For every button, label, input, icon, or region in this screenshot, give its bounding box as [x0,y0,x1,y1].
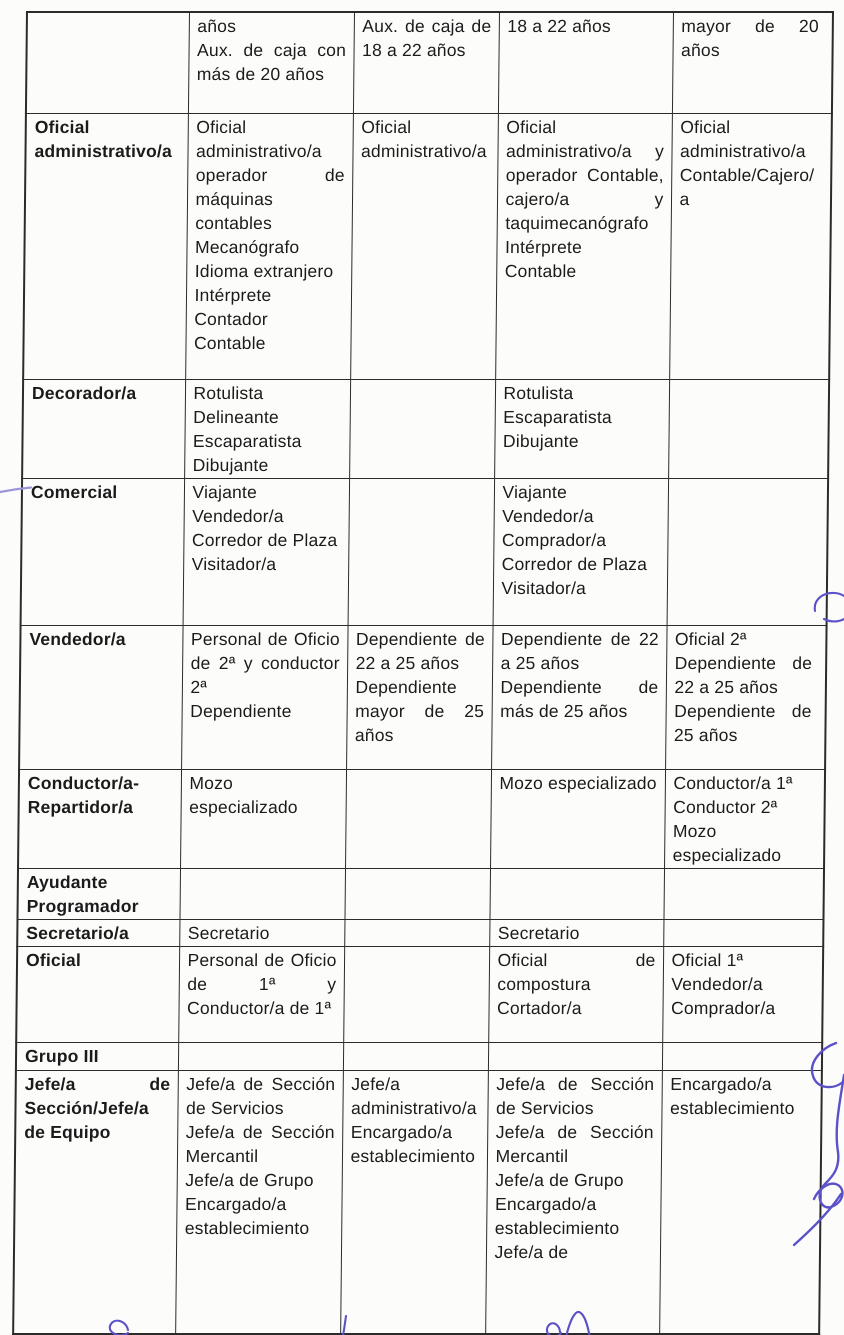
cell-text: Corredor de Plaza [191,529,338,550]
cell-text: Oficial administrativo/a y operador Contable, cajero/a y taquimecanógrafo [505,116,665,233]
cell-text: Escaparatista [503,406,612,427]
cell-text: Dibujante [502,430,579,451]
table-skew-wrap [12,11,834,1335]
cell-text: Jefe/a administrativo/a [350,1073,477,1118]
cell-text: Jefe/a de Sección Mercantil [185,1121,335,1166]
cell-text: Jefe/a de [494,1241,569,1262]
table-cell [184,379,350,478]
cell-text: Aux. de caja de 18 a 22 años [361,16,492,60]
cell-text: Personal de Oficio de 2ª y conductor 2ª [190,628,341,697]
table-cell [180,769,346,868]
cell-text: Oficial administrativo/a [360,116,487,161]
table-cell [485,1070,662,1334]
cell-text: Dependiente de más de 25 años [500,676,659,721]
cell-text: Dibujante [192,454,269,475]
table-cell [353,12,499,113]
table-row [16,946,823,1042]
category-cell [18,769,181,868]
cell-text: Secretario [497,922,580,943]
cell-text: Grupo III [24,1045,99,1066]
cell-text: Dependiente de 25 años [673,700,812,745]
table-row [23,113,832,379]
cell-text: Jefe/a de Grupo [495,1169,624,1190]
category-cell [23,113,188,379]
cell-text: Dependiente de 22 a 25 años [674,652,813,697]
cell-text: Visitador/a [501,577,587,598]
cell-text: Decorador/a [31,382,137,403]
cell-text: Vendedor/a [502,505,594,526]
cell-text: Oficial administrativo/a [34,116,173,161]
cell-text: Encargado/a establecimiento [184,1193,310,1238]
cell-text: Mozo especializado [672,820,782,865]
cell-text: Contable [504,260,577,281]
cell-text: Mozo especializado [499,772,657,793]
table-cell [350,113,498,379]
cell-text: Dependiente de 22 a 25 años [355,628,486,673]
table-cell [343,946,489,1042]
table-cell [662,946,823,1042]
cell-text: Ayudante Programador [26,871,139,916]
cell-text: Oficial 1ª [671,949,744,970]
cell-text: Oficial [25,949,82,970]
table-row [26,12,833,113]
cell-text: mayor de 20 años [680,16,819,60]
cell-text: Encargado/a establecimiento [669,1073,795,1118]
cell-text: Dependiente [190,700,292,721]
table-cell [344,868,490,919]
table-cell [488,1042,662,1070]
table-cell [669,113,832,379]
cell-text: Corredor de Plaza [501,553,648,574]
category-cell [17,868,180,919]
table-cell [672,12,833,113]
table-cell [665,625,827,769]
table-row [19,625,827,769]
table-cell [667,478,829,625]
cell-text: Jefe/a de Sección/Jefe/a de Equipo [24,1073,171,1142]
cell-text: Jefe/a de Sección Mercantil [495,1121,654,1166]
cell-text: Encargado/a establecimiento [494,1193,620,1238]
cell-text: Viajante [192,481,258,502]
table-row [17,919,823,946]
table-cell [188,12,354,113]
table-cell [343,1042,488,1070]
table-row [22,379,829,478]
cell-text: Conductor/a 1ª [673,772,793,793]
cell-text: Dependiente de 22 a 25 años [500,628,660,673]
cell-text: Contador [194,308,268,329]
table-row [21,478,829,625]
cell-text: Secretario/a [26,922,130,943]
table-cell [659,1070,822,1334]
table-cell [664,769,825,868]
table-cell [185,113,353,379]
table-cell [490,769,665,868]
category-cell [17,919,179,946]
cell-text: años [197,16,237,36]
cell-text: Contable [193,332,266,353]
cell-text: Mozo especializado [189,772,298,817]
cell-text: Oficial 2ª [674,628,747,649]
table-cell [349,379,495,478]
table-cell [179,868,345,919]
cell-text: Aux. de caja con más de 20 años [196,40,347,84]
table-cell [345,769,491,868]
cell-text: Viajante [502,481,568,502]
category-cell [16,946,179,1042]
cell-text: Dependiente mayor de 25 años [354,676,485,745]
table-cell [183,478,350,625]
cell-text: Comprador/a [501,529,607,550]
category-cell [22,379,185,478]
cell-text: Jefe/a de Sección de Servicios [495,1073,655,1118]
table-row [13,1070,822,1334]
table-cell [493,478,669,625]
cell-text: Mecanógrafo [194,236,300,257]
table-cell [668,379,829,478]
category-cell [13,1070,178,1334]
cell-text: Conductor 2ª [673,796,778,817]
category-cell [16,1042,178,1070]
cell-text: Delineante [193,406,280,427]
table-cell [495,113,672,379]
cell-text: Jefe/a de Sección de Servicios [185,1073,336,1118]
cell-text: Jefe/a de Grupo [185,1169,314,1190]
table-row [17,868,824,919]
cell-text: Encargado/a establecimiento [350,1121,476,1166]
table-cell [178,946,344,1042]
table-cell [663,868,824,919]
cell-text: Intérprete [504,236,583,257]
cell-text: Vendedor/a [192,505,284,526]
category-cell [19,625,183,769]
table-row [16,1042,822,1070]
table-cell [175,1070,343,1334]
cell-text: Cortador/a [496,997,582,1018]
cell-text: Vendedor/a [29,628,126,649]
category-cell [26,12,189,113]
table-cell [498,12,673,113]
cell-text: Personal de Oficio de 1ª y Conductor/a de 1ª [186,949,337,1018]
cell-text: Visitador/a [191,553,277,574]
category-cell [21,478,185,625]
cell-text: Secretario [187,922,270,943]
table-cell [489,868,664,919]
table-cell [179,919,344,946]
table-cell [494,379,669,478]
cell-text: Vendedor/a [671,973,763,994]
cell-text: 18 a 22 años [507,16,612,36]
table-cell [662,1042,822,1070]
table-row [18,769,825,868]
cell-text: Rotulista [503,382,574,403]
table-cell [348,478,495,625]
table-cell [663,919,823,946]
table-cell [340,1070,488,1334]
table-cell [346,625,493,769]
cell-text: Oficial administrativo/a operador de máquinas contables [195,116,345,233]
table-cell [489,919,663,946]
cell-text: Oficial de compostura [497,949,656,994]
table-cell [488,946,663,1042]
classification-table [12,11,834,1335]
cell-text: Conductor/a-Repartidor/a [27,772,140,817]
table-cell [181,625,348,769]
cell-text: Comercial [30,481,118,502]
cell-text: Rotulista [193,382,264,403]
cell-text: Idioma extranjero [194,260,334,281]
table-cell [178,1042,343,1070]
table-cell [344,919,489,946]
cell-text: Intérprete [194,284,272,305]
cell-text: Comprador/a [670,997,776,1018]
cell-text: Escaparatista [192,430,302,451]
cell-text: Oficial administrativo/a Contable/Cajero/a [679,116,815,209]
table-cell [491,625,667,769]
